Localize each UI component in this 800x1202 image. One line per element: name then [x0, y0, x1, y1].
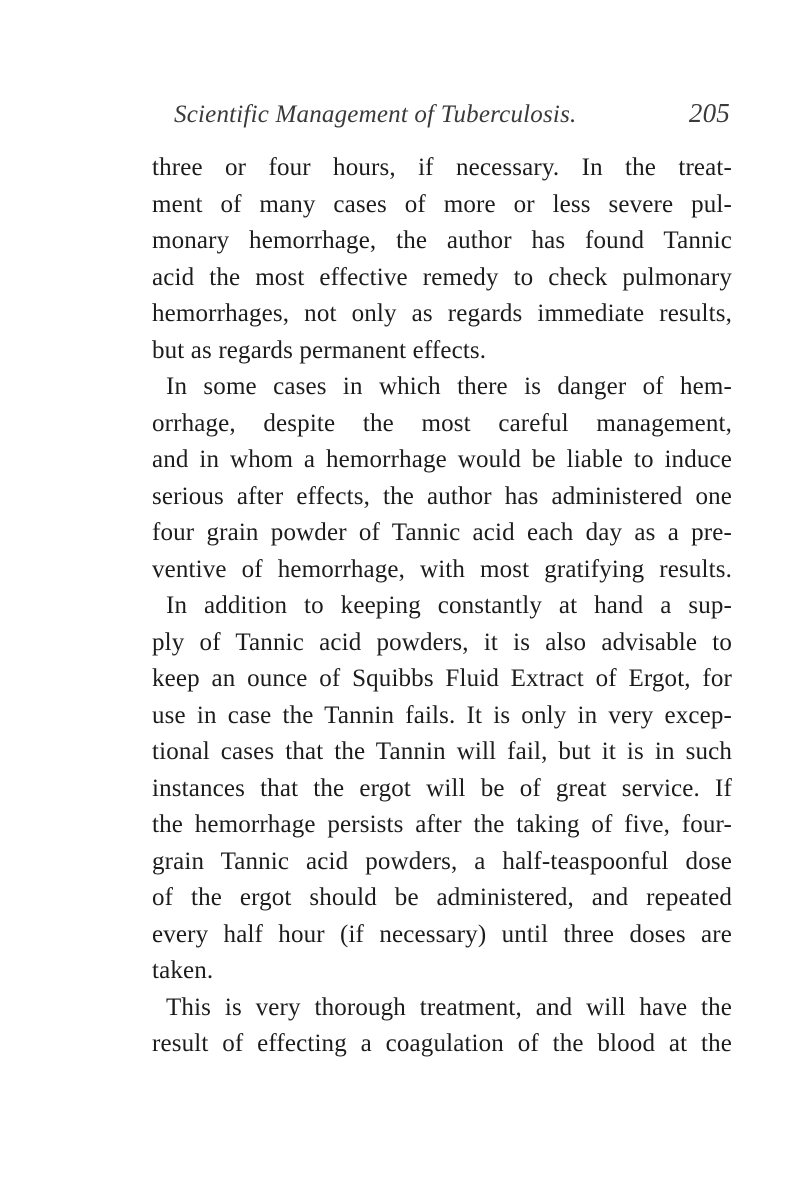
text-line: result of effecting a coagulation of the blood at the: [152, 1030, 732, 1057]
text-line: orrhage, despite the most careful management,: [152, 409, 732, 437]
text-line: three or four hours, if necessary. In the treat-: [152, 154, 732, 181]
text-line: acid the most effective remedy to check pulmonary: [152, 263, 732, 291]
text-line: taken.: [152, 957, 214, 984]
text-line: four grain powder of Tannic acid each day as a pre-: [152, 519, 732, 546]
text-line: hemorrhages, not only as regards immediate results,: [152, 300, 732, 327]
text-line: In some cases in which there is danger of hem-: [166, 373, 732, 400]
text-line: the hemorrhage persists after the taking of five, four-: [152, 811, 732, 838]
page-number: 205: [688, 98, 730, 128]
running-head: [174, 98, 730, 138]
text-line: ment of many cases of more or less severe pul-: [152, 190, 732, 218]
text-line: grain Tannic acid powders, a half-teaspoonful dose: [152, 847, 732, 875]
text-line: ply of Tannic acid powders, it is also advisable to: [152, 628, 732, 656]
text-line: of the ergot should be administered, and repeated: [152, 884, 732, 911]
body-text: [152, 150, 732, 1063]
text-line: use in case the Tannin fails. It is only in very excep-: [152, 701, 732, 729]
running-title: Scientific Management of Tuberculosis.: [174, 101, 577, 128]
text-line: every half hour (if necessary) until three doses are: [152, 920, 732, 948]
text-line: but as regards permanent effects.: [152, 336, 487, 364]
text-line: serious after effects, the author has administered one: [152, 482, 732, 510]
text-line: instances that the ergot will be of great service. If: [152, 774, 732, 802]
text-line: In addition to keeping constantly at hand a sup-: [166, 592, 732, 619]
text-line: keep an ounce of Squibbs Fluid Extract of Ergot, for: [152, 665, 732, 692]
text-line: tional cases that the Tannin will fail, but it is in such: [152, 738, 732, 765]
text-line: monary hemorrhage, the author has found Tannic: [152, 227, 732, 254]
text-line: This is very thorough treatment, and will have the: [166, 993, 732, 1021]
text-line: ventive of hemorrhage, with most gratifying results.: [152, 555, 732, 583]
text-line: and in whom a hemorrhage would be liable to induce: [152, 446, 732, 473]
